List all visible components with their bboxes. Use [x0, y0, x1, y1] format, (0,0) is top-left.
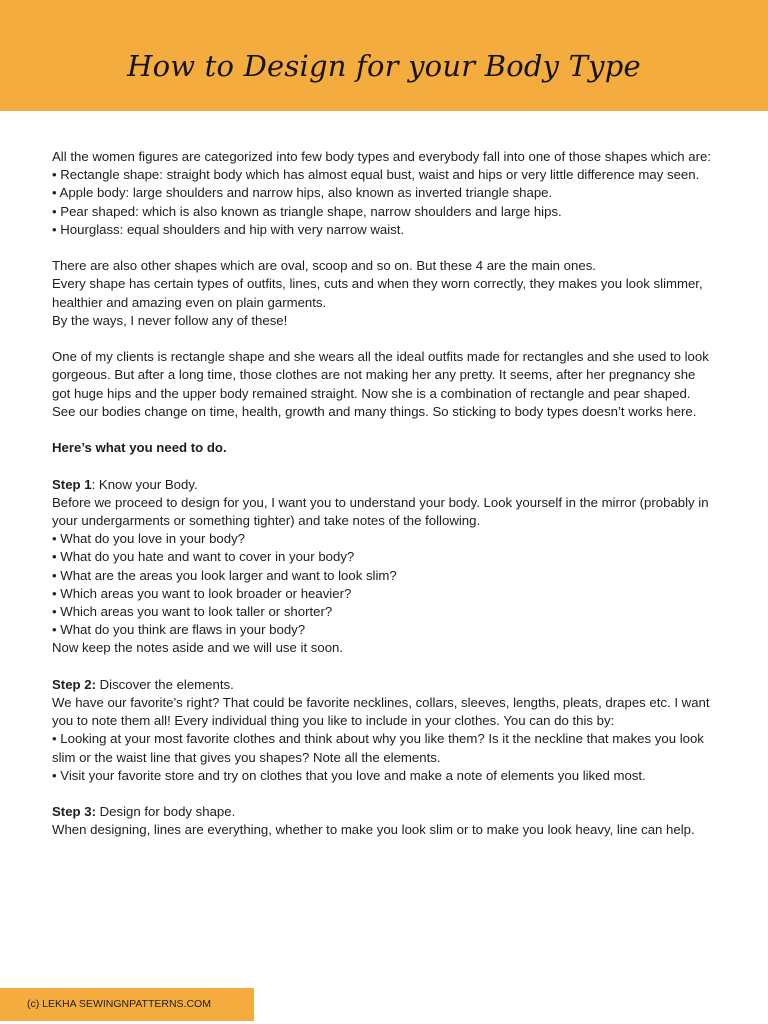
list-item: • What are the areas you look larger and want to look slim? — [52, 567, 397, 583]
header-banner — [0, 0, 768, 111]
step-2-section — [52, 676, 716, 785]
step-1-closing: Now keep the notes aside and we will use it soon. — [52, 640, 344, 656]
other-shapes-paragraph — [52, 257, 716, 330]
page-title: How to Design for your Body Type — [127, 49, 641, 83]
paragraph-line: There are also other shapes which are oval, scoop and so on. But these 4 are the main ones. — [52, 258, 596, 274]
list-item: • What do you hate and want to cover in your body? — [52, 549, 355, 565]
step-1-label: Step 1 — [52, 476, 92, 492]
list-item: • Hourglass: equal shoulders and hip with very narrow waist. — [52, 221, 405, 237]
step-2-heading — [52, 676, 716, 694]
list-item: • Which areas you want to look broader or heavier? — [52, 585, 352, 601]
footer-banner — [0, 988, 254, 1021]
intro-text: All the women figures are categorized into few body types and everybody fall into one of those shapes which are: — [52, 149, 712, 164]
list-item: • Looking at your most favorite clothes and think about why you like them? Is it the neckline that makes you look slim or the waist line that gives you shapes? Note all the elements. — [52, 731, 704, 765]
paragraph-line: Every shape has certain types of outfits, lines, cuts and when they worn correctly, they makes you look slimmer, healthier and amazing even on plain garments. — [52, 276, 703, 310]
step-3-text: When designing, lines are everything, whether to make you look slim or to make you look heavy, line can help. — [52, 822, 695, 838]
section-heading: Here’s what you need to do. — [52, 440, 227, 456]
step-1-text: Before we proceed to design for you, I want you to understand your body. Look yourself in the mirror (probably in your undergarments or something tighter) and take notes of the following. — [52, 494, 709, 528]
step-1-heading — [52, 476, 716, 494]
step-3-title: Design for body shape. — [95, 804, 236, 820]
copyright-text: (c) LEKHA SEWINGNPATTERNS.COM — [27, 998, 211, 1010]
client-story-paragraph: One of my clients is rectangle shape and she wears all the ideal outfits made for rectangles and she used to look gorgeous. But after a long time, those clothes are not making her any pretty. It seems, after her pregnancy she got huge hips and the upper body remained straight. Now she is a combination of rectangle and pear shaped. See our bodies change on time, health, growth and many things. So sticking to body types doesn’t works here. — [52, 349, 709, 419]
step-1-section — [52, 476, 716, 658]
step-3-section — [52, 803, 716, 839]
list-item: • Pear shaped: which is also known as triangle shape, narrow shoulders and large hips. — [52, 203, 562, 219]
article-body — [52, 148, 716, 858]
step-1-title: : Know your Body. — [91, 476, 198, 492]
step-3-label: Step 3: — [52, 804, 96, 820]
list-item: • Apple body: large shoulders and narrow hips, also known as inverted triangle shape. — [52, 185, 553, 201]
list-item: • Which areas you want to look taller or shorter? — [52, 604, 333, 620]
step-2-title: Discover the elements. — [95, 676, 234, 692]
intro-paragraph — [52, 148, 716, 239]
list-item: • Rectangle shape: straight body which has almost equal bust, waist and hips or very little difference may seen. — [52, 167, 700, 183]
list-item: • What do you think are flaws in your body? — [52, 622, 306, 638]
paragraph-line: By the ways, I never follow any of these! — [52, 312, 288, 328]
list-item: • What do you love in your body? — [52, 531, 246, 547]
step-3-heading — [52, 803, 716, 821]
step-2-label: Step 2: — [52, 676, 96, 692]
list-item: • Visit your favorite store and try on clothes that you love and make a note of elements you liked most. — [52, 767, 646, 783]
step-2-text: We have our favorite’s right? That could be favorite necklines, collars, sleeves, lengths, pleats, drapes etc. I want you to note them all! Every individual thing you like to include in your clothes. You can do this by: — [52, 695, 710, 729]
